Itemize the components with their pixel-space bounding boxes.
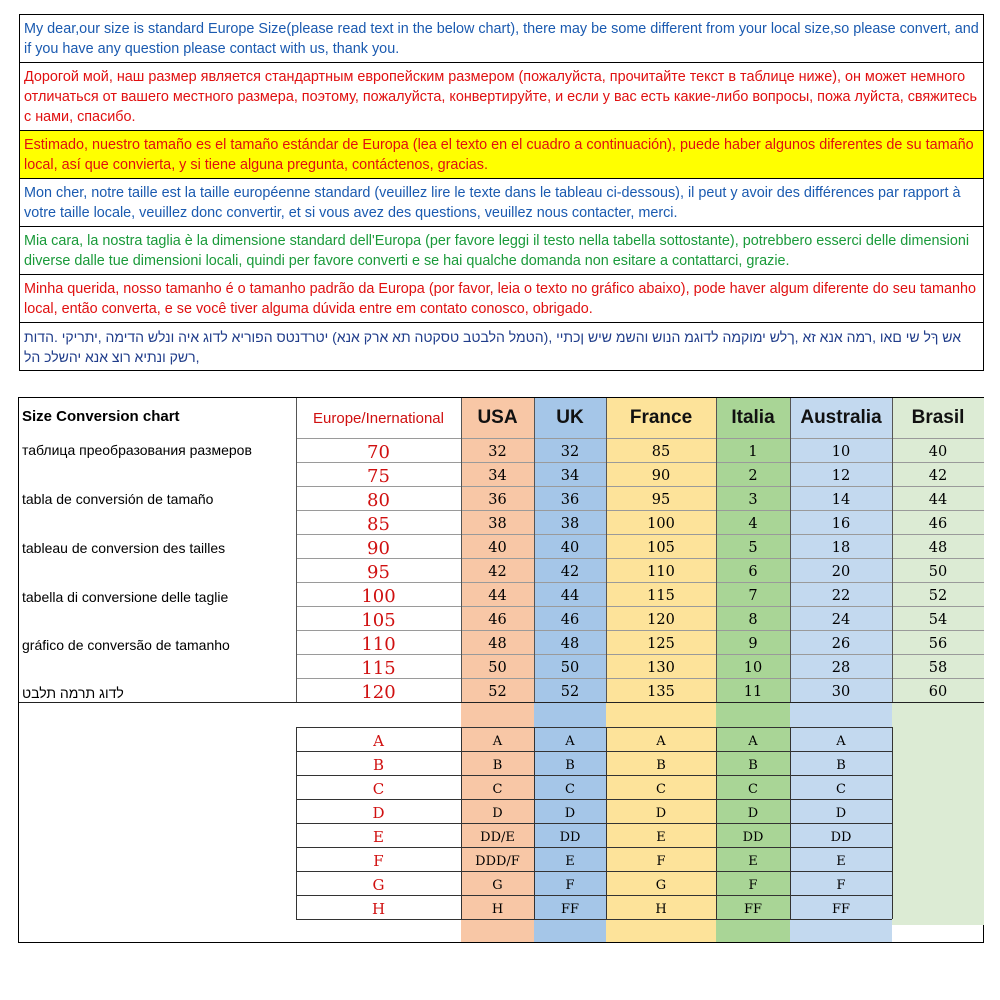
band-cell-europe: 120 (361, 681, 396, 703)
cup-cell-france: G (655, 877, 667, 893)
cup-grid-vline (790, 727, 791, 919)
cup-cell-france: B (656, 757, 666, 773)
band-cell-australia: 24 (831, 612, 851, 628)
band-grid-vline (461, 398, 462, 702)
band-cell-france: 105 (647, 540, 675, 556)
cup-cell-uk: A (565, 733, 575, 749)
band-cell-europe: 85 (367, 513, 390, 535)
band-cell-australia: 18 (831, 540, 851, 556)
band-cell-europe: 95 (367, 561, 390, 583)
band-cell-australia: 26 (831, 636, 851, 652)
cup-cell-usa: C (492, 781, 503, 797)
cup-cell-france: E (656, 829, 666, 845)
band-cell-usa: 34 (488, 468, 507, 484)
notice-hebrew: אש ךָל שי םאו ,רמה אנא זא ,ךלש ימוקמה לדוגמ הנוש והשמ שיש ןכתיי ,(הטמל הלבטב טסקטה תא ארק אנא) יטרדנטס הפוריא לדוג איה ונלש הדימה ,יתריקי .הדות ,רשק ונתיא רוצ אנא יהשלכ הל (19, 323, 984, 371)
band-cell-uk: 32 (560, 444, 580, 460)
band-cell-europe: 100 (361, 585, 396, 607)
cup-cell-uk: DD (559, 829, 581, 845)
cup-cell-australia: DD (830, 829, 852, 845)
header-france: France (629, 407, 693, 428)
cup-grid-vline (534, 727, 535, 919)
band-cell-australia: 28 (831, 660, 851, 676)
band-cell-uk: 38 (560, 516, 580, 532)
cup-grid-line (296, 799, 892, 800)
cup-grid-vline (296, 727, 297, 919)
cup-cell-france: F (656, 853, 666, 869)
cup-cell-usa: DDD/F (475, 853, 520, 869)
cup-cell-usa: H (491, 901, 504, 917)
band-cell-italia: 4 (748, 516, 758, 532)
band-cell-brasil: 44 (928, 492, 948, 508)
cup-cell-italia: C (748, 781, 758, 797)
cup-cell-france: C (656, 781, 666, 797)
band-grid-line (296, 510, 984, 511)
size-conversion-chart (18, 397, 984, 943)
band-cell-usa: 48 (488, 636, 507, 652)
chart-label-spanish: tabla de conversión de tamaño (22, 491, 214, 507)
band-cell-brasil: 50 (928, 564, 948, 580)
band-cell-france: 115 (647, 588, 675, 604)
cup-cell-europe: A (373, 732, 384, 750)
band-grid-line (296, 462, 984, 463)
band-cell-brasil: 58 (928, 660, 948, 676)
band-cell-italia: 2 (748, 468, 758, 484)
cup-cell-uk: F (565, 877, 575, 893)
band-cell-europe: 70 (367, 441, 390, 463)
cup-cell-italia: A (748, 733, 758, 749)
cup-cell-uk: E (565, 853, 575, 869)
band-grid-vline (790, 398, 791, 702)
cup-cell-usa: A (492, 733, 503, 749)
band-cell-uk: 42 (560, 564, 580, 580)
cup-cell-france: A (656, 733, 666, 749)
band-cell-usa: 40 (488, 540, 507, 556)
band-cell-europe: 80 (367, 489, 390, 511)
band-cell-italia: 1 (748, 444, 758, 460)
band-cell-uk: 44 (560, 588, 580, 604)
band-grid-vline (296, 398, 297, 702)
band-cell-australia: 20 (831, 564, 851, 580)
band-grid-vline (606, 398, 607, 702)
cup-cell-australia: D (835, 805, 847, 821)
notice-french: Mon cher, notre taille est la taille européenne standard (veuillez lire le texte dans le tableau ci-dessous), il peut y avoir des différences par rapport à votre taille locale, veuillez donc convertir, et si vous avez des questions, veuillez nous contacter, merci. (19, 179, 984, 227)
cup-grid-line (296, 895, 892, 896)
band-grid-vline (892, 398, 893, 702)
cup-cell-usa: D (492, 805, 503, 821)
band-cell-italia: 9 (748, 636, 758, 652)
band-cell-uk: 50 (560, 660, 580, 676)
cup-cell-italia: F (748, 877, 758, 893)
header-brasil: Brasil (911, 407, 965, 428)
band-cell-australia: 12 (831, 468, 851, 484)
band-cell-australia: 14 (831, 492, 851, 508)
cup-cell-australia: E (836, 853, 846, 869)
band-cell-france: 100 (647, 516, 675, 532)
band-cell-uk: 52 (560, 684, 580, 700)
band-cell-brasil: 54 (928, 612, 948, 628)
band-grid-line (296, 678, 984, 679)
header-australia: Australia (800, 407, 882, 428)
band-cell-uk: 36 (560, 492, 580, 508)
band-cell-brasil: 42 (928, 468, 948, 484)
band-grid-line (296, 630, 984, 631)
chart-label-hebrew: לדוג תרמה תלבט (22, 685, 124, 701)
band-cell-uk: 46 (560, 612, 580, 628)
band-cell-france: 120 (647, 612, 675, 628)
band-cell-australia: 30 (831, 684, 851, 700)
header-uk: UK (556, 407, 584, 428)
band-cell-france: 135 (647, 684, 675, 700)
band-cell-italia: 6 (748, 564, 758, 580)
cup-cell-uk: C (565, 781, 575, 797)
band-cell-italia: 5 (748, 540, 758, 556)
cup-cell-uk: D (564, 805, 576, 821)
cup-grid-line (296, 775, 892, 776)
band-cell-brasil: 52 (928, 588, 948, 604)
notice-spanish: Estimado, nuestro tamaño es el tamaño estándar de Europa (lea el texto en el cuadro a continuación), puede haber algunos diferentes de su tamaño local, así que convierta, y si tiene alguna pregunta, contáctenos, gracias. (19, 131, 984, 179)
band-grid-vline (534, 398, 535, 702)
cup-cell-europe: H (371, 900, 386, 918)
band-grid-line (296, 606, 984, 607)
band-cell-europe: 110 (361, 633, 396, 655)
cup-grid-line (296, 727, 892, 728)
band-cell-australia: 22 (831, 588, 851, 604)
cup-cell-italia: FF (743, 901, 763, 917)
notice-section (19, 14, 984, 371)
chart-label-italian: tabella di conversione delle taglie (22, 589, 229, 605)
cup-grid-line (296, 871, 892, 872)
band-cell-usa: 32 (488, 444, 507, 460)
band-cell-france: 95 (651, 492, 671, 508)
cup-grid-line (296, 823, 892, 824)
band-cell-usa: 42 (488, 564, 507, 580)
band-grid-line (19, 702, 984, 703)
band-cell-brasil: 46 (928, 516, 948, 532)
cup-grid-line (296, 847, 892, 848)
header-usa: USA (477, 407, 518, 428)
band-cell-france: 130 (647, 660, 675, 676)
band-grid-line (296, 486, 984, 487)
band-cell-usa: 46 (488, 612, 507, 628)
header-italia: Italia (731, 407, 775, 428)
cup-grid-vline (892, 727, 893, 919)
cup-cell-australia: A (836, 733, 846, 749)
band-cell-usa: 44 (488, 588, 507, 604)
band-cell-usa: 52 (488, 684, 507, 700)
band-cell-brasil: 56 (928, 636, 948, 652)
band-cell-italia: 10 (743, 660, 763, 676)
band-cell-brasil: 40 (928, 444, 948, 460)
band-cell-europe: 90 (367, 537, 390, 559)
cup-grid-line (296, 751, 892, 752)
cup-cell-europe: C (372, 780, 385, 798)
notice-italian: Mia cara, la nostra taglia è la dimensione standard dell'Europa (per favore leggi il testo nella tabella sottostante), potrebbero esserci delle dimensioni diverse dalle tue dimensioni locali, quindi per favore converti e se hai qualche domanda non esitare a contattarci, grazie. (19, 227, 984, 275)
cup-cell-europe: E (373, 828, 384, 846)
chart-title: Size Conversion chart (22, 408, 180, 425)
band-cell-europe: 115 (361, 657, 396, 679)
cup-cell-usa: B (492, 757, 503, 773)
band-grid-line (296, 654, 984, 655)
cup-cell-france: H (655, 901, 667, 917)
band-cell-uk: 34 (560, 468, 580, 484)
chart-label-portuguese: gráfico de conversão de tamanho (22, 637, 230, 653)
band-cell-europe: 75 (367, 465, 390, 487)
band-grid-line (296, 558, 984, 559)
cup-grid-vline (606, 727, 607, 919)
cup-cell-australia: B (836, 757, 846, 773)
cup-cell-europe: B (372, 756, 385, 774)
cup-cell-uk: FF (560, 901, 580, 917)
band-cell-italia: 8 (748, 612, 758, 628)
chart-label-french: tableau de conversion des tailles (22, 540, 226, 556)
band-cell-italia: 11 (743, 684, 763, 700)
band-cell-usa: 50 (488, 660, 507, 676)
band-cell-australia: 10 (831, 444, 851, 460)
band-cell-italia: 3 (748, 492, 758, 508)
band-cell-brasil: 60 (928, 684, 948, 700)
notice-portuguese: Minha querida, nosso tamanho é o tamanho padrão da Europa (por favor, leia o texto no gráfico abaixo), pode haver algum diferente do seu tamanho local, então converta, e se você tiver alguma dúvida entre em contato conosco, obrigado. (19, 275, 984, 323)
cup-cell-europe: F (373, 852, 384, 870)
band-cell-australia: 16 (831, 516, 851, 532)
band-cell-usa: 38 (488, 516, 507, 532)
cup-cell-italia: DD (742, 829, 764, 845)
band-cell-uk: 48 (560, 636, 580, 652)
band-cell-brasil: 48 (928, 540, 948, 556)
cup-cell-italia: E (748, 853, 758, 869)
notice-english: My dear,our size is standard Europe Size(please read text in the below chart), there may be some different from your local size,so please convert, and if you have any question please contact with us, thank you. (19, 14, 984, 63)
band-cell-france: 110 (647, 564, 675, 580)
band-grid-line (296, 534, 984, 535)
header-europe: Europe/Inernational (313, 409, 444, 427)
band-cell-france: 90 (651, 468, 671, 484)
cup-cell-australia: FF (831, 901, 851, 917)
cup-cell-italia: B (748, 757, 758, 773)
cup-grid-line (296, 919, 892, 920)
cup-cell-france: D (655, 805, 667, 821)
cup-grid-vline (716, 727, 717, 919)
band-cell-uk: 40 (560, 540, 580, 556)
cup-cell-europe: D (372, 804, 385, 822)
cup-cell-australia: F (836, 877, 846, 893)
cup-cell-uk: B (565, 757, 575, 773)
band-grid-line (296, 438, 984, 439)
band-cell-europe: 105 (361, 609, 396, 631)
band-grid-vline (716, 398, 717, 702)
cup-cell-usa: G (492, 877, 503, 893)
band-cell-usa: 36 (488, 492, 507, 508)
notice-russian: Дорогой мой, наш размер является стандартным европейским размером (пожалуйста, прочитайте текст в таблице ниже), он может немного отличаться от вашего местного размера, поэтому, пожалуйста, конвертируйте, и если у вас есть какие-либо вопросы, пожа луйста, свяжитесь с нами, спасибо. (19, 63, 984, 131)
band-cell-france: 125 (647, 636, 675, 652)
cup-cell-europe: G (372, 876, 385, 894)
cup-grid-vline (461, 727, 462, 919)
band-grid-line (296, 582, 984, 583)
cup-cell-usa: DD/E (480, 829, 515, 845)
chart-label-russian: таблица преобразования размеров (22, 442, 252, 458)
band-cell-italia: 7 (748, 588, 758, 604)
cup-cell-australia: C (836, 781, 846, 797)
band-cell-france: 85 (651, 444, 671, 460)
cup-cell-italia: D (747, 805, 759, 821)
